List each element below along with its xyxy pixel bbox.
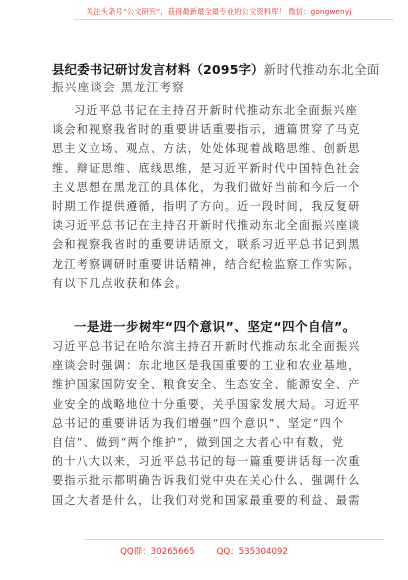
text-line: 自信”、做到“两个维护”，做到国之大者心中有数，党 — [52, 435, 345, 449]
text-line: 习近平总书记在主持召开新时代推动东北全面振兴座 — [74, 104, 358, 117]
text-line: 的十八大以来，习近平总书记的每一篇重要讲话每一次重 — [52, 455, 361, 469]
text-line: 要指示批示都明确告诉我们党中央在关心什么、强调什么 — [52, 474, 361, 488]
footer-contact — [0, 545, 408, 557]
text-line: 维、辩证思维、底线思维，是习近平新时代中国特色社会 — [52, 161, 361, 175]
text-line: 总书记的重要讲话为我们增强“四个意识”、坚定“四个 — [52, 416, 345, 430]
text-line: 时期工作提供遵循，指明了方向。近一段时间，我反复研 — [52, 199, 361, 213]
text-line: 龙江考察调研时重要讲话精神，结合纪检监察工作实际， — [52, 257, 361, 271]
doc-title — [52, 60, 380, 78]
text-line: 主义思想在黑龙江的具体化，为我们做好当前和今后一个 — [52, 180, 361, 194]
doc-title-sub: 新时代推动东北全面 — [263, 63, 380, 77]
text-line: 维护国家国防安全、粮食安全、生态安全、能源安全、产 — [52, 378, 361, 392]
text-line: 有以下几点收获和体会。 — [52, 276, 188, 290]
footer-qq-group: QQ群：30265665 — [120, 547, 195, 557]
text-line: 国之大者是什么，让我们对党和国家最重要的利益、最需 — [52, 493, 361, 507]
footer-rule — [84, 539, 384, 540]
text-line: 会和视察我省时的重要讲话原文，联系习近平总书记到黑 — [52, 238, 361, 252]
header-banner: 关注头条号“公文研究”，获得最新最全最专业的公文资料库！ 微信：gongwenyj — [86, 7, 352, 16]
text-line: 座谈会时强调：东北地区是我国重要的工业和农业基地， — [52, 359, 361, 373]
header-rule — [74, 19, 394, 20]
paragraph-intro — [52, 101, 364, 293]
text-line: 业安全的战略地位十分重要，关乎国家发展大局。习近平 — [52, 397, 361, 411]
doc-title-main: 县纪委书记研讨发言材料（2095字） — [52, 63, 264, 77]
doc-title-line2: 振兴座谈会 黑龙江考察 — [52, 80, 185, 94]
text-line: 思主义立场、观点、方法，处处体现着战略思维、创新思 — [52, 142, 361, 156]
footer-qq: QQ：535304092 — [216, 547, 288, 557]
section-heading: 一是进一步树牢“四个意识”、坚定“四个自信”。 — [74, 319, 356, 334]
text-line: 习近平总书记在哈尔滨主持召开新时代推动东北全面振兴 — [52, 340, 361, 353]
text-line: 谈会和视察我省时的重要讲话重要指示，通篇贯穿了马克 — [52, 123, 361, 137]
paragraph-section-1 — [52, 337, 364, 510]
text-line: 读习近平总书记在主持召开新时代推动东北全面振兴座谈 — [52, 219, 361, 233]
